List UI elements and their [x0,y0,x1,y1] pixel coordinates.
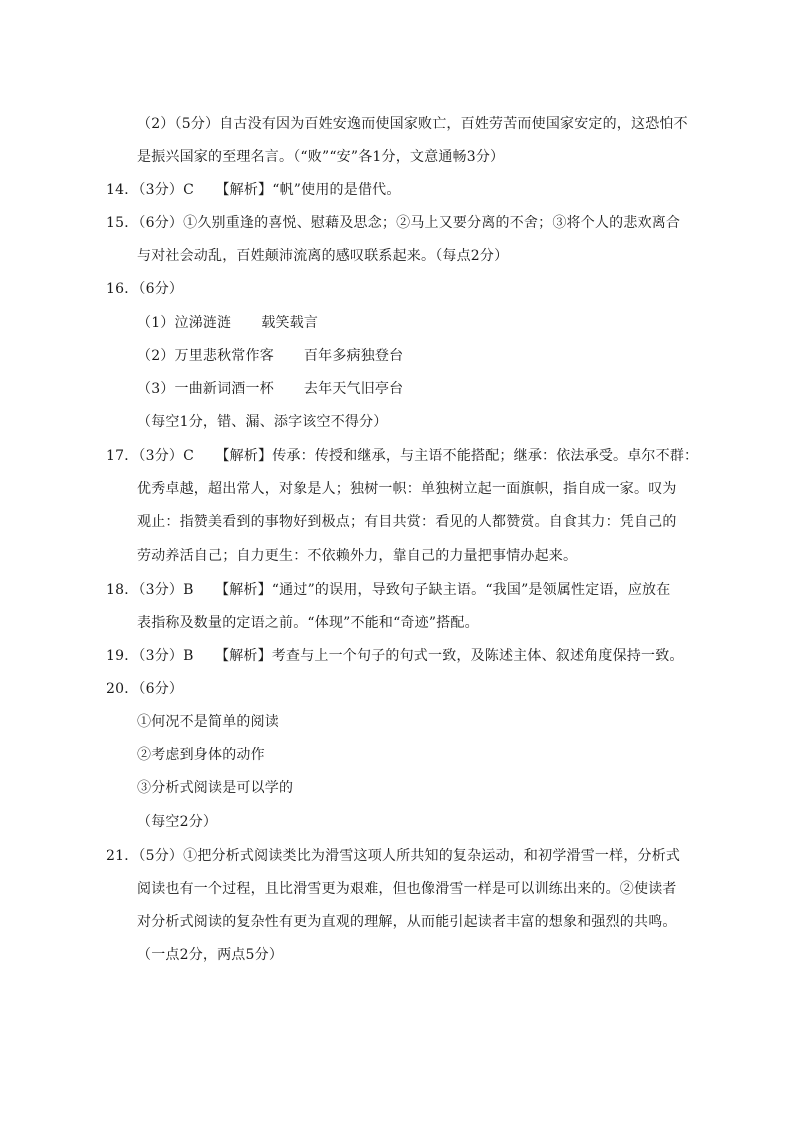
answer-13-2-line-1: （2）（5分）自古没有因为百姓安逸而使国家败亡，百姓劳苦而使国家安定的，这恐怕不 [137,116,688,132]
answer-16-1-part-a: （1）泣涕涟涟 [137,315,232,331]
answer-16-row-3 [137,379,403,399]
answer-21-line-1: 21．（5分）①把分析式阅读类比为滑雪这项人所共知的复杂运动，和初学滑雪一样，分析式 [106,848,681,864]
answer-18-line-1: 18．（3分）B 【解析】“通过”的误用，导致句子缺主语。“我国”是领属性定语，应放在 [106,582,671,598]
answer-21-line-3: 对分析式阅读的复杂性有更为直观的理解，从而能引起读者丰富的想象和强烈的共鸣。 [137,914,677,930]
answer-16-row-1 [137,313,318,333]
answer-17-line-1: 17．（3分）C 【解析】传承：传授和继承，与主语不能搭配；继承：依法承受。卓尔不群： [106,448,699,464]
answer-17-line-2: 优秀卓越，超出常人，对象是人；独树一帜：单独树立起一面旗帜，指自成一家。叹为 [137,481,677,497]
answer-16-3-part-b: 去年天气旧亭台 [303,381,404,397]
answer-20-heading: 20．（6分） [106,681,184,697]
answer-16-1-part-b: 载笑载言 [261,315,319,331]
answer-21-line-2: 阅读也有一个过程，且比滑雪更为艰难，但也像滑雪一样是可以训练出来的。②使读者 [137,881,677,897]
answer-21-scoring-note: （一点2分，两点5分） [137,947,284,963]
answer-13-2-line-2: 是振兴国家的至理名言。（“败”“安”各1分，文意通畅3分） [137,149,505,165]
answer-19: 19．（3分）B 【解析】考查与上一个句子的句式一致，及陈述主体、叙述角度保持一致。 [106,648,684,664]
answer-20-item-3: ③分析式阅读是可以学的 [137,780,294,796]
answer-16-scoring-note: （每空1分，错、漏、添字该空不得分） [137,414,388,430]
answer-15-line-2: 与对社会动乱，百姓颠沛流离的感叹联系起来。（每点2分） [137,248,509,264]
answer-16-heading: 16．（6分） [106,281,184,297]
answer-14: 14．（3分）C 【解析】“帆”使用的是借代。 [106,182,401,198]
answer-16-row-2 [137,346,403,366]
answer-15-line-1: 15．（6分）①久别重逢的喜悦、慰藉及思念；②马上又要分离的不舍；③将个人的悲欢离合 [106,215,681,231]
answer-20-scoring-note: （每空2分） [137,814,218,830]
answer-16-2-part-a: （2）万里悲秋常作客 [137,348,274,364]
answer-17-line-3: 观止：指赞美看到的事物好到极点；有目共赏：看见的人都赞赏。自食其力：凭自己的 [137,514,677,530]
answer-18-line-2: 表指称及数量的定语之前。“体现”不能和“奇迹”搭配。 [137,615,479,631]
answer-20-item-1: ①何况不是简单的阅读 [137,714,279,730]
answer-16-3-part-a: （3）一曲新词酒一杯 [137,381,274,397]
answer-20-item-2: ②考虑到身体的动作 [137,747,265,763]
answer-16-2-part-b: 百年多病独登台 [303,348,404,364]
answer-17-line-4: 劳动养活自己；自力更生：不依赖外力，靠自己的力量把事情办起来。 [137,548,578,564]
